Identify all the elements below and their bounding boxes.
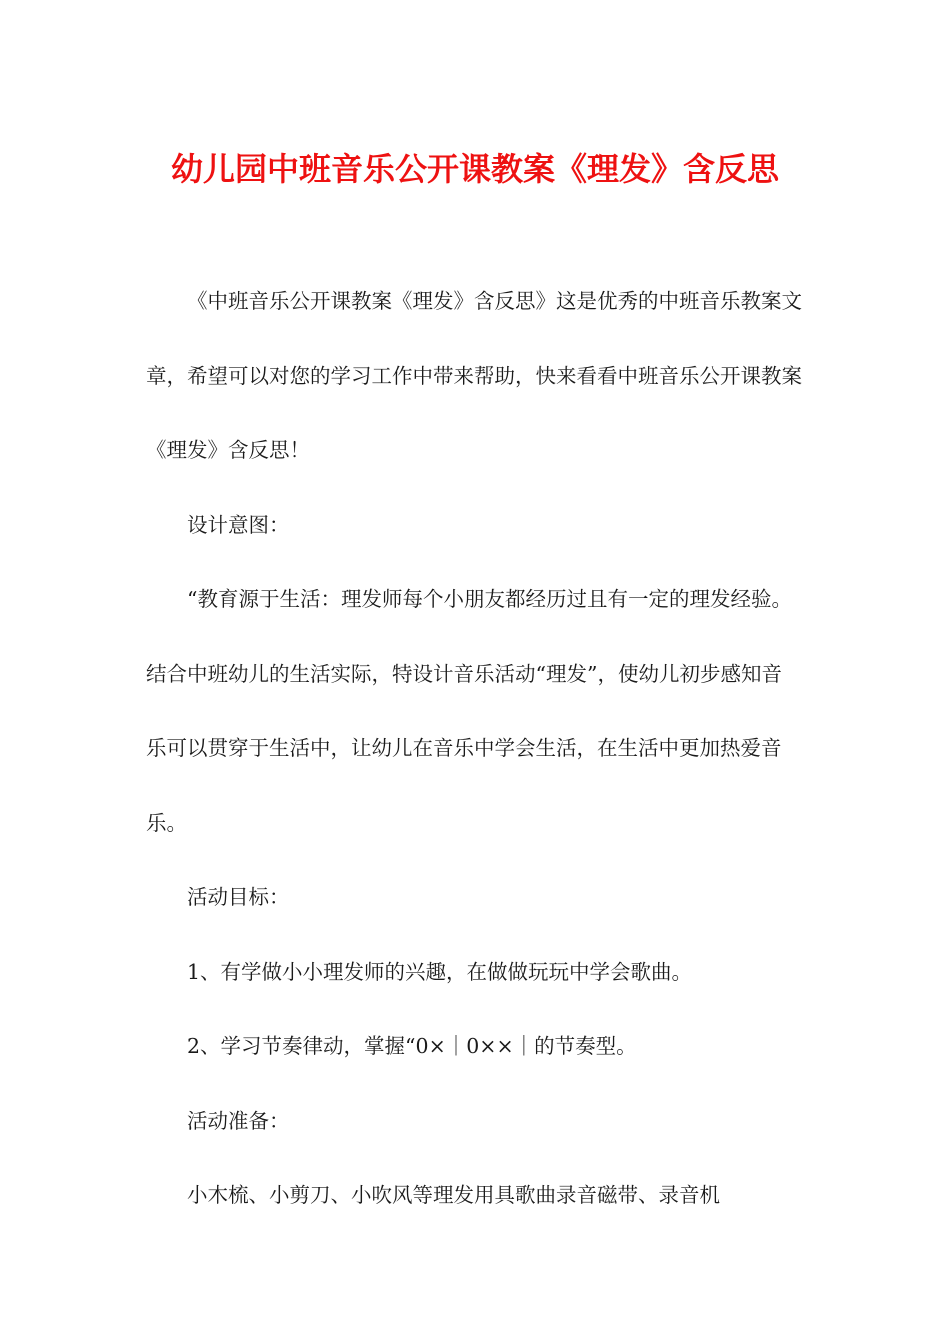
heading-activity-goals: 活动目标： [187,885,290,909]
paragraph-intro: 《中班音乐公开课教案《理发》含反思》这是优秀的中班音乐教案文章，希望可以对您的学习工作中带来帮助，快来看看中班音乐公开课教案《理发》含反思！ [146,289,802,462]
list-item-goal-1: 1、有学做小小理发师的兴趣，在做做玩玩中学会歌曲。 [187,959,693,984]
document-body [146,264,802,1233]
list-item-goal-2: 2、学习节奏律动，掌握“0×｜0××｜的节奏型。 [187,1034,637,1058]
paragraph-design-intent: “教育源于生活：理发师每个小朋友都经历过且有一定的理发经验。结合中班幼儿的生活实际，特设计音乐活动“理发”，使幼儿初步感知音乐可以贯穿于生活中，让幼儿在音乐中学会生活，在生活中更加热爱音乐。 [146,587,792,835]
paragraph-activity-prep: 小木梳、小剪刀、小吹风等理发用具歌曲录音磁带、录音机 [187,1183,720,1207]
heading-activity-prep: 活动准备： [187,1108,290,1133]
heading-design-intent: 设计意图： [187,512,290,537]
page-title: 幼儿园中班音乐公开课教案《理发》含反思 [170,150,779,188]
